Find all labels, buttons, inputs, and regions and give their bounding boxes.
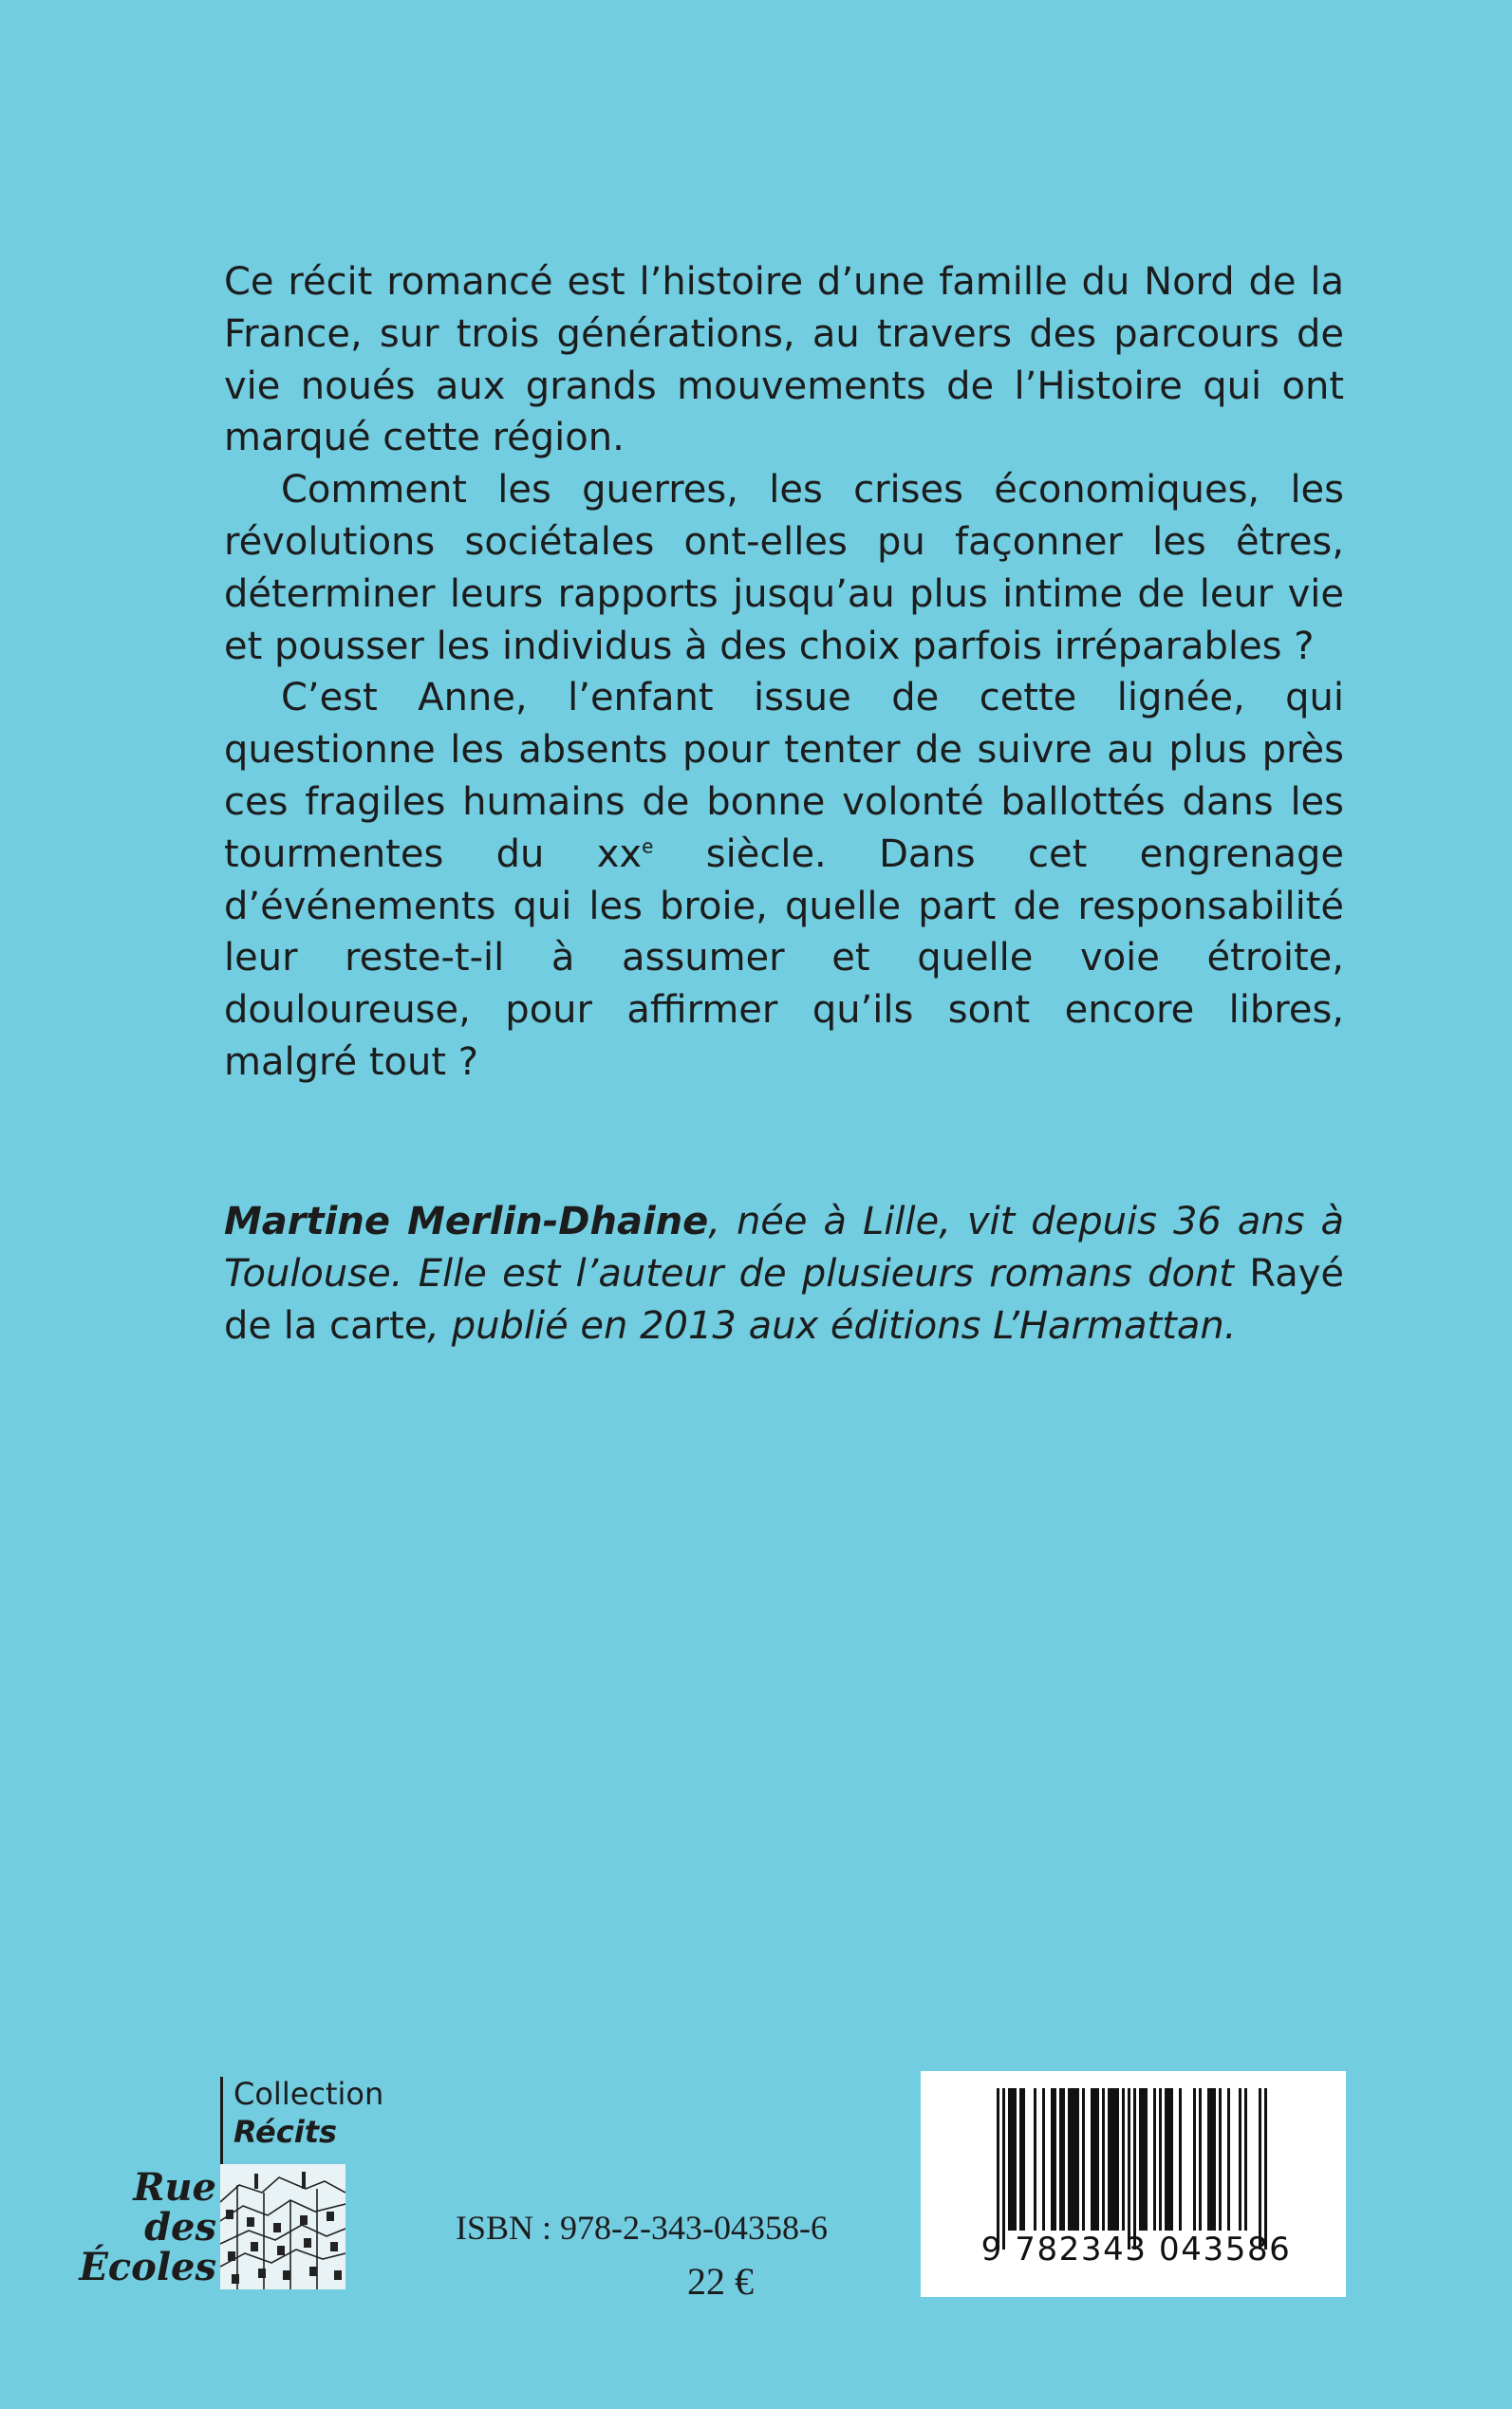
barcode-bar [1170,2088,1173,2231]
barcode-bar [1167,2088,1170,2231]
barcode-bar [997,2088,999,2250]
logo-line-2: des [144,2205,216,2250]
barcode-bar [1113,2088,1116,2231]
barcode-bar [1153,2088,1156,2231]
barcode-bar [1199,2088,1202,2231]
barcode-bar [1165,2088,1167,2231]
barcode-bar [1193,2088,1196,2231]
blurb-paragraph-1: Ce récit romancé est l’histoire d’une famille du Nord de la France, sur trois générations, au travers des parcours de vie noués aux grands mouvements de l’Histoire qui ont marqué cette région. [224,260,1344,460]
barcode [921,2071,1346,2297]
barcode-bar [1093,2088,1096,2231]
barcode-bar [1068,2088,1071,2231]
blurb-paragraph-3-end: siècle. Dans cet engrenage d’événements qui les broie, quelle part de responsabilité leur reste-t-il à assumer et quelle voie étroite, douloureuse, pour affirmer qu’ils sont encore libres, malgré tout ? [224,831,1345,1084]
barcode-bar [1142,2088,1145,2231]
barcode-bar [1122,2088,1125,2231]
barcode-bar [1071,2088,1073,2231]
barcode-bar [1062,2088,1065,2231]
collection-label [233,2075,383,2151]
barcode-bar [1051,2088,1054,2231]
barcode-bar [1210,2088,1213,2231]
barcode-bar [1034,2088,1036,2231]
barcode-bar [1073,2088,1076,2231]
barcode-bar [1239,2088,1241,2231]
price: 22 € [687,2260,754,2303]
barcode-bar [1207,2088,1210,2231]
paris-rooftops-logo-image [220,2164,345,2289]
blurb-paragraph-2: Comment les guerres, les crises économiques, les révolutions sociétales ont-elles pu façonner les êtres, déterminer leurs rapports jusqu’au plus intime de leur vie et pousser les individus à des choix parfois irréparables ? [224,468,1344,668]
barcode-bar [1116,2088,1119,2231]
logo-line-3: Écoles [79,2245,216,2289]
barcode-bar [1002,2088,1005,2250]
author-bio [224,1196,1344,1352]
barcode-bar [1244,2088,1247,2231]
barcode-bar [1133,2088,1136,2250]
logo-line-1: Rue [133,2165,216,2210]
barcode-bar [1159,2088,1162,2231]
barcode-bar [1108,2088,1111,2231]
barcode-bar [1022,2088,1025,2231]
barcode-bar [1042,2088,1045,2231]
publisher-logo-text [74,2165,216,2289]
author-bio-text-1: , née à Lille, vit depuis 36 ans à Toulouse. Elle est l’auteur de plusieurs romans dont [224,1200,1344,1296]
barcode-bar [1145,2088,1148,2231]
barcode-bar [1082,2088,1085,2231]
barcode-bar [1128,2088,1130,2250]
barcode-bar [1139,2088,1142,2231]
barcode-bar [1219,2088,1222,2231]
barcode-bar [1179,2088,1182,2231]
barcode-bar [1076,2088,1079,2231]
collection-word: Collection [233,2076,384,2112]
barcode-bar [1019,2088,1022,2231]
century-superscript: e [642,834,654,858]
blurb-paragraph-3 [224,672,1344,1088]
author-name: Martine Merlin-Dhaine [224,1200,709,1243]
barcode-bar [1008,2088,1011,2231]
author-bio-text-2: , publié en 2013 aux éditions L’Harmattan. [427,1303,1237,1348]
barcode-bar [1264,2088,1267,2250]
barcode-bar [1096,2088,1099,2231]
blurb-paragraph-3-start: C’est Anne, l’enfant issue de cette lignée, qui questionne les absents pour tenter de suivre au plus près ces fragiles humains de bonne volonté ballottés dans les tourmentes du xx [224,676,1344,876]
previous-book-title: Rayé de la carte [224,1251,1344,1348]
isbn-number: ISBN : 978-2-343-04358-6 [456,2209,828,2247]
barcode-bar [1054,2088,1056,2231]
collection-series: Récits [233,2114,338,2150]
barcode-bar [1014,2088,1017,2231]
barcode-bar [1227,2088,1230,2231]
barcode-bar [1213,2088,1216,2231]
barcode-bar [1102,2088,1105,2231]
barcode-bar [1011,2088,1014,2231]
barcode-bar [1059,2088,1062,2231]
barcode-bar [1111,2088,1113,2231]
barcode-digits: 9 782343 043586 [980,2231,1292,2269]
back-cover-blurb [224,256,1344,1089]
barcode-bar [1259,2088,1261,2250]
barcode-bar [1091,2088,1093,2231]
